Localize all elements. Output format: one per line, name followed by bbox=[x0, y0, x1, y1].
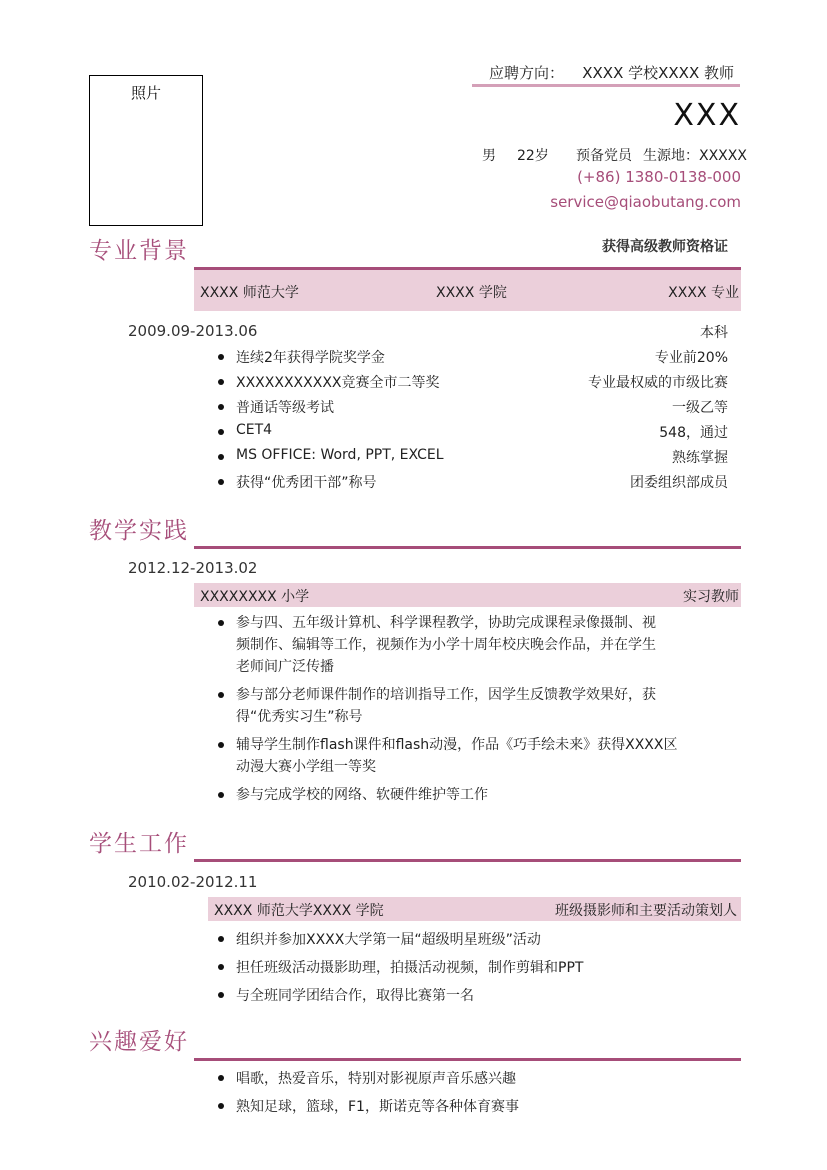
item-line: 参与完成学校的网络、软硬件维护等工作 bbox=[236, 787, 488, 803]
item-text: 连续2年获得学院奖学金 bbox=[236, 350, 385, 366]
list-item bbox=[218, 1068, 728, 1088]
bullet-icon bbox=[218, 404, 224, 410]
bullet-icon bbox=[218, 379, 224, 385]
list-item bbox=[218, 957, 728, 977]
apply-direction bbox=[472, 62, 740, 84]
section-divider bbox=[194, 859, 741, 862]
item-text: 担任班级活动摄影助理，拍摄活动视频，制作剪辑和PPT bbox=[236, 960, 584, 976]
bullet-icon bbox=[218, 692, 224, 698]
bullet-icon bbox=[218, 354, 224, 360]
photo-label: 照片 bbox=[130, 84, 161, 102]
item-text: 熟知足球，篮球，F1，斯诺克等各种体育赛事 bbox=[236, 1099, 519, 1115]
item-line: 老师间广泛传播 bbox=[236, 659, 334, 675]
item-detail: 一级乙等 bbox=[672, 400, 728, 416]
certificate: 获得高级教师资格证 bbox=[602, 239, 728, 255]
apply-value: XXXX 学校XXXX 教师 bbox=[582, 64, 734, 82]
apply-underline bbox=[472, 84, 740, 87]
list-item bbox=[218, 929, 728, 949]
section-title-student-work: 学生工作 bbox=[89, 831, 189, 857]
item-text: CET4 bbox=[236, 422, 273, 438]
item-detail: 熟练掌握 bbox=[672, 450, 728, 466]
item-line: 动漫大赛小学组一等奖 bbox=[236, 759, 376, 775]
bullet-icon bbox=[218, 936, 224, 942]
list-item bbox=[218, 684, 688, 728]
origin: 生源地：XXXXX bbox=[643, 148, 747, 164]
personal-info bbox=[472, 145, 747, 165]
party-status: 预备党员 bbox=[576, 148, 632, 164]
student-org: XXXX 师范大学XXXX 学院 bbox=[214, 903, 384, 919]
section-title-teaching: 教学实践 bbox=[89, 518, 189, 544]
list-item bbox=[218, 985, 728, 1005]
candidate-name: XXX bbox=[673, 98, 741, 133]
item-line: 参与部分老师课件制作的培训指导工作，因学生反馈教学效果好，获 bbox=[236, 687, 656, 703]
item-text: XXXXXXXXXXX竞赛全市二等奖 bbox=[236, 375, 440, 391]
list-item bbox=[218, 784, 688, 806]
item-detail: 专业最权威的市级比赛 bbox=[588, 375, 728, 391]
list-item bbox=[218, 447, 728, 467]
item-detail: 团委组织部成员 bbox=[630, 475, 728, 491]
student-period: 2010.02-2012.11 bbox=[128, 873, 258, 891]
item-text: 唱歌，热爱音乐，特别对影视原声音乐感兴趣 bbox=[236, 1071, 516, 1087]
list-item bbox=[218, 1096, 728, 1116]
age: 22岁 bbox=[517, 148, 549, 164]
list-item bbox=[218, 472, 728, 492]
list-item bbox=[218, 347, 728, 367]
gender: 男 bbox=[482, 148, 496, 164]
item-line: 频制作、编辑等工作，视频作为小学十周年校庆晚会作品，并在学生 bbox=[236, 637, 656, 653]
item-text: 获得“优秀团干部”称号 bbox=[236, 475, 377, 491]
bullet-icon bbox=[218, 1075, 224, 1081]
degree-row bbox=[218, 322, 728, 342]
item-text: MS OFFICE: Word, PPT, EXCEL bbox=[236, 447, 444, 463]
item-text: 与全班同学团结合作，取得比赛第一名 bbox=[236, 988, 474, 1004]
section-title-hobbies: 兴趣爱好 bbox=[89, 1029, 189, 1055]
degree: 本科 bbox=[700, 325, 728, 341]
list-item bbox=[218, 612, 688, 678]
bullet-icon bbox=[218, 429, 224, 435]
item-text: 普通话等级考试 bbox=[236, 400, 334, 416]
student-band bbox=[208, 897, 741, 921]
list-item bbox=[218, 372, 728, 392]
education-band bbox=[194, 270, 741, 311]
bullet-icon bbox=[218, 964, 224, 970]
list-item bbox=[218, 422, 728, 442]
list-item bbox=[218, 397, 728, 417]
section-divider bbox=[194, 546, 741, 549]
major: XXXX 专业 bbox=[668, 285, 739, 301]
teaching-role: 实习教师 bbox=[683, 589, 739, 605]
email-address[interactable]: service@qiaobutang.com bbox=[550, 193, 741, 211]
bullet-icon bbox=[218, 792, 224, 798]
item-line: 辅导学生制作flash课件和flash动漫，作品《巧手绘未来》获得XXXX区 bbox=[236, 737, 678, 753]
education-period: 2009.09-2013.06 bbox=[128, 322, 258, 340]
bullet-icon bbox=[218, 620, 224, 626]
item-text: 组织并参加XXXX大学第一届“超级明星班级”活动 bbox=[236, 932, 541, 948]
bullet-icon bbox=[218, 479, 224, 485]
phone-number: (+86) 1380-0138-000 bbox=[577, 168, 741, 186]
bullet-icon bbox=[218, 454, 224, 460]
item-detail: 专业前20% bbox=[654, 350, 728, 366]
item-detail: 548，通过 bbox=[659, 425, 728, 441]
item-line: 得“优秀实习生”称号 bbox=[236, 709, 363, 725]
bullet-icon bbox=[218, 742, 224, 748]
teaching-period: 2012.12-2013.02 bbox=[128, 559, 258, 577]
item-line: 参与四、五年级计算机、科学课程教学，协助完成课程录像摄制、视 bbox=[236, 615, 656, 631]
college: XXXX 学院 bbox=[436, 285, 507, 301]
section-divider bbox=[194, 1058, 741, 1061]
section-title-education: 专业背景 bbox=[89, 238, 189, 264]
bullet-icon bbox=[218, 1103, 224, 1109]
teaching-org: XXXXXXXX 小学 bbox=[200, 589, 310, 605]
student-role: 班级摄影师和主要活动策划人 bbox=[555, 903, 737, 919]
photo-placeholder bbox=[89, 75, 203, 226]
apply-label: 应聘方向： bbox=[489, 64, 565, 82]
bullet-icon bbox=[218, 992, 224, 998]
university: XXXX 师范大学 bbox=[200, 285, 299, 301]
teaching-band bbox=[194, 583, 741, 607]
list-item bbox=[218, 734, 688, 778]
